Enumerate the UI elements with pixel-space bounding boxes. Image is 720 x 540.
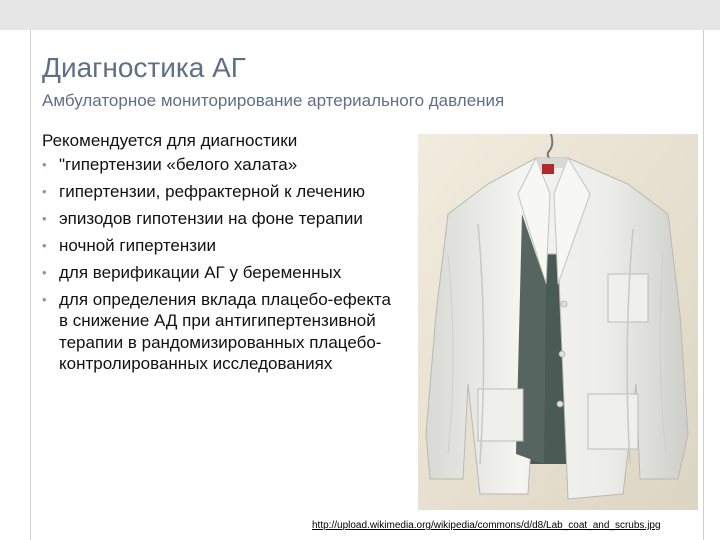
bullet-item [42,262,402,284]
bullet-list [42,154,402,375]
bullet-item [42,154,402,176]
bullet-item [42,208,402,230]
content-block [42,130,402,380]
lab-coat-photo [418,134,698,510]
right-divider [703,30,704,540]
left-divider [30,30,31,540]
slide-title: Диагностика АГ [42,52,246,83]
bullet-text: эпизодов гипотензии на фоне терапии [59,208,363,228]
bullet-text: гипертензии, рефрактерной к лечению [59,181,366,201]
slide-subtitle: Амбулаторное мониторирование артериального давления [42,91,505,110]
bullet-text: "гипертензии «белого халата» [59,154,298,174]
bullet-icon: • [42,156,47,172]
bullet-icon: • [42,183,47,199]
top-bar [0,0,720,30]
bullet-icon: • [42,237,47,253]
bullet-text: ночной гипертензии [59,235,217,255]
bullet-item [42,289,402,375]
bullet-item [42,181,402,203]
lab-coat-image [418,134,698,510]
bullet-item [42,235,402,257]
bullet-icon: • [42,291,47,307]
bullet-icon: • [42,264,47,280]
source-link[interactable]: http://upload.wikimedia.org/wikipedia/commons/d/d8/Lab_coat_and_scrubs.jpg [312,520,661,531]
intro-text: Рекомендуется для диагностики [42,131,298,150]
bullet-text: для верификации АГ у беременных [59,262,342,282]
bullet-icon: • [42,210,47,226]
bullet-text: для определения вклада плацебо-ефекта в снижение АД при антигипертензивной терапии в рандомизированных плацебо-контролированных исследованиях [59,289,391,373]
